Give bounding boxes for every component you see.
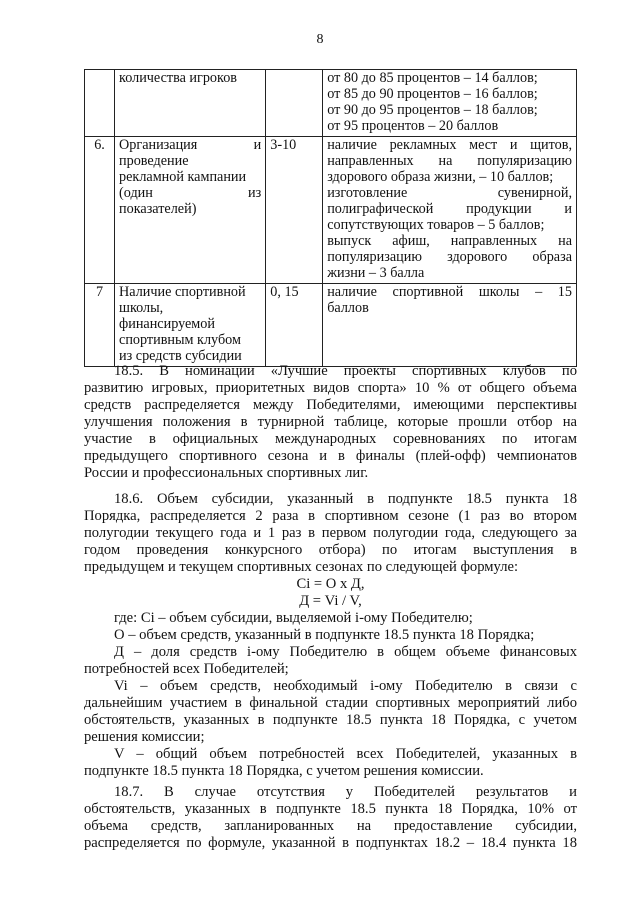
paragraph-line: Vi – объем средств, необходимый i-ому Победителю в связи с — [114, 678, 577, 694]
table-row — [85, 70, 577, 137]
definition-ci: где: Ci – объем субсидии, выделяемой i-ому Победителю; — [114, 610, 473, 626]
paragraph-18-5 — [84, 363, 577, 482]
formula-share: Д = Vi / V, — [299, 593, 362, 609]
paragraph-line: распределяется по формуле, указанной в подпунктах 18.2 – 18.4 пункта 18 — [84, 835, 577, 851]
description-line: выпуск афиш, направленных на — [327, 233, 572, 249]
paragraph-line: V – общий объем потребностей всех Победителей, указанных в — [114, 746, 577, 762]
paragraph-line: объема средств, запланированных на предоставление субсидии, — [84, 818, 577, 834]
paragraph-line: средств распределяется между Победителями, имеющими перспективы — [84, 397, 577, 413]
criterion-name — [115, 137, 266, 284]
description-line: здорового образа жизни, – 10 баллов; — [327, 169, 554, 185]
paragraph-18-7 — [84, 784, 577, 852]
paragraph-line: 18.6. Объем субсидии, указанный в подпункте 18.5 пункта 18 — [114, 491, 577, 507]
paragraph-line: участие в официальных международных соревнованиях по итогам — [84, 431, 577, 447]
table-row — [85, 137, 577, 284]
paragraph-line: 18.5. В номинации «Лучшие проекты спортивных клубов по — [114, 363, 577, 379]
paragraph-line: дальнейшим участием в финальной стадии спортивных мероприятий либо — [84, 695, 577, 711]
paragraph-line: потребностей всех Победителей; — [84, 661, 289, 677]
criterion-line: Организация и — [119, 137, 262, 153]
description-line: от 95 процентов – 20 баллов — [327, 118, 499, 134]
criterion-line: из средств субсидии — [119, 348, 242, 364]
paragraph-line: обстоятельств, указанных в подпункте 18.5 пункта 18 Порядка, с учетом — [84, 712, 577, 728]
row-number: 6. — [85, 137, 115, 284]
description-line: от 90 до 95 процентов – 18 баллов; — [327, 102, 538, 118]
row-number: 7 — [85, 284, 115, 367]
paragraph-line: решения комиссии; — [84, 729, 205, 745]
description-line: наличие рекламных мест и щитов, — [327, 137, 572, 153]
formula-subsidy: Ci = O x Д, — [296, 576, 365, 592]
points-range: 0, 15 — [266, 284, 323, 367]
criterion-line: финансируемой — [119, 316, 215, 332]
criterion-line: количества игроков — [119, 70, 237, 86]
table-row — [85, 284, 577, 367]
page-number: 8 — [316, 32, 324, 47]
criterion-line: показателей) — [119, 201, 197, 217]
paragraph-line: Д – доля средств i-ому Победителю в общем объеме финансовых — [114, 644, 577, 660]
criterion-description — [323, 284, 577, 367]
criterion-line: Наличие спортивной — [119, 284, 246, 300]
points-range: 3-10 — [266, 137, 323, 284]
criterion-line: спортивным клубом — [119, 332, 241, 348]
criteria-table — [84, 69, 577, 367]
paragraph-line: 18.7. В случае отсутствия у Победителей результатов и — [114, 784, 577, 800]
paragraph-18-6 — [84, 491, 577, 576]
definition-o: О – объем средств, указанный в подпункте 18.5 пункта 18 Порядка; — [114, 627, 535, 643]
criterion-description — [323, 70, 577, 137]
description-line: направленных на популяризацию — [327, 153, 572, 169]
description-line: от 80 до 85 процентов – 14 баллов; — [327, 70, 538, 86]
paragraph-line: России и профессиональных спортивных лиг. — [84, 465, 369, 481]
criterion-line: школы, — [119, 300, 164, 316]
description-line: полиграфической продукции и — [327, 201, 572, 217]
paragraph-line: предыдущего спортивного сезона и в финалы (плей-офф) чемпионатов — [84, 448, 577, 464]
paragraph-line: полугодии текущего года и 1 раз в первом полугодии года, следующего за — [84, 525, 577, 541]
paragraph-line: развитию игровых, приоритетных видов спорта» 10 % от общего объема — [84, 380, 577, 396]
description-line: популяризацию здорового образа — [327, 249, 572, 265]
points-range — [266, 70, 323, 137]
description-line: жизни – 3 балла — [327, 265, 425, 281]
paragraph-line: подпункте 18.5 пункта 18 Порядка, с учетом решения комиссии. — [84, 763, 484, 779]
criterion-line: (один из — [119, 185, 262, 201]
description-line: сопутствующих товаров – 5 баллов; — [327, 217, 545, 233]
paragraph-line: предыдущем и текущем спортивных сезонах по следующей формуле: — [84, 559, 519, 575]
paragraph-line: обстоятельств, указанных в подпункте 18.5 пункта 18 Порядка, 10% от — [84, 801, 577, 817]
definition-v — [84, 746, 577, 780]
row-number — [85, 70, 115, 137]
paragraph-line: Порядка, распределяется 2 раза в спортивном сезоне (1 раз во втором — [84, 508, 577, 524]
criterion-description — [323, 137, 577, 284]
description-line: изготовление сувенирной, — [327, 185, 572, 201]
paragraph-line: улучшения положения в турнирной таблице, которые прошли отбор на — [84, 414, 577, 430]
criterion-line: рекламной кампании — [119, 169, 247, 185]
criterion-name — [115, 284, 266, 367]
description-line: наличие спортивной школы – 15 — [327, 284, 572, 300]
description-line: баллов — [327, 300, 369, 316]
description-line: от 85 до 90 процентов – 16 баллов; — [327, 86, 538, 102]
document-body — [84, 363, 577, 852]
definition-vi — [84, 678, 577, 746]
criterion-line: проведение — [119, 153, 189, 169]
criterion-name — [115, 70, 266, 137]
definition-d — [84, 644, 577, 678]
paragraph-line: годом проведения конкурсного отбора) по итогам выступления в — [84, 542, 577, 558]
